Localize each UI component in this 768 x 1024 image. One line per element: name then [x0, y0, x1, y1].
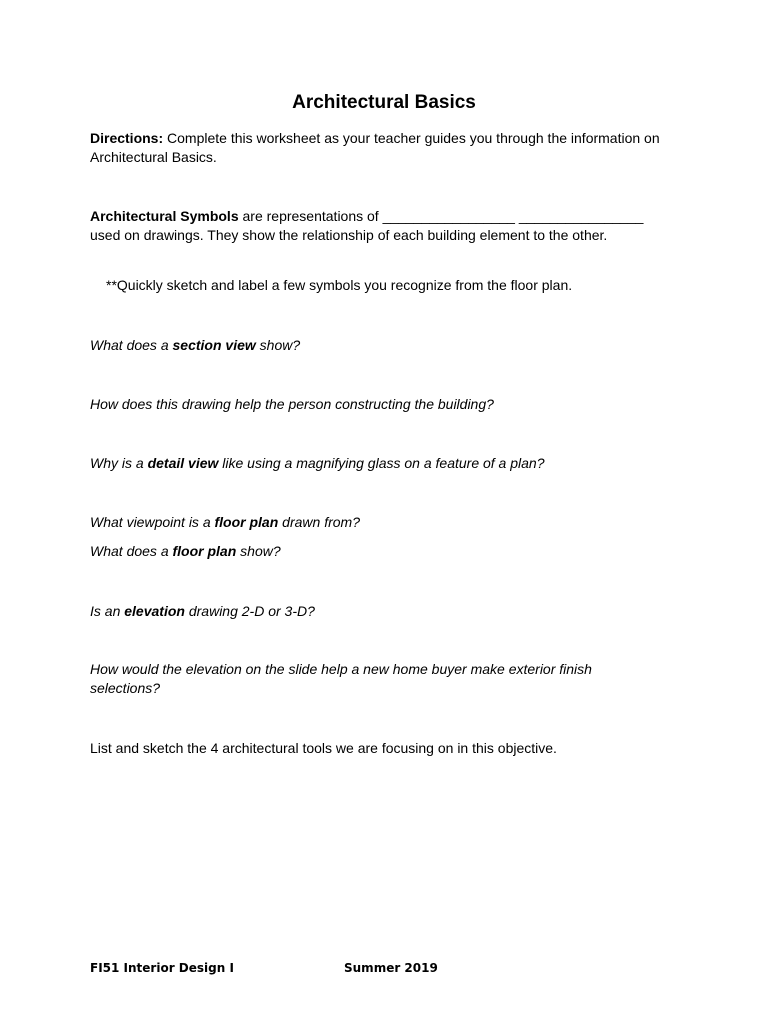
question-home-buyer: How would the elevation on the slide help a new home buyer make exterior finish selections? [90, 661, 592, 696]
directions-label: Directions: [90, 130, 164, 146]
question-text: show? [236, 543, 281, 559]
question-section-view [90, 336, 660, 355]
question-text: Is an [90, 603, 125, 619]
question-text: drawing 2-D or 3-D? [184, 603, 315, 619]
question-text: What does a [90, 337, 173, 353]
question-term: detail view [147, 455, 219, 471]
question-constructing: How does this drawing help the person constructing the building? [90, 396, 494, 412]
question-text: What viewpoint is a [90, 514, 215, 530]
instruction-tools: List and sketch the 4 architectural tools we are focusing on in this objective. [90, 740, 557, 756]
symbols-text: are representations of _________________ ________________ used on drawings. They show the relationship of each building element to the other. [90, 208, 644, 243]
question-floor-plan-viewpoint [90, 513, 660, 532]
question-text: drawn from? [278, 514, 360, 530]
question-text: Why is a [90, 455, 148, 471]
question-text: like using a magnifying glass on a feature of a plan? [218, 455, 545, 471]
question-text: What does a [90, 543, 173, 559]
directions-text: Complete this worksheet as your teacher guides you through the information on Architectural Basics. [90, 130, 660, 165]
footer-term: Summer 2019 [344, 961, 438, 975]
page-title: Architectural Basics [292, 92, 476, 113]
sketch-prompt: **Quickly sketch and label a few symbols you recognize from the floor plan. [106, 277, 573, 293]
question-term: floor plan [172, 543, 237, 559]
question-term: floor plan [214, 514, 279, 530]
footer-course: FI51 Interior Design I [90, 961, 234, 975]
symbols-term: Architectural Symbols [90, 208, 239, 224]
directions-paragraph [90, 129, 660, 167]
question-elevation [90, 602, 660, 621]
question-detail-view [90, 454, 660, 473]
question-term: elevation [124, 603, 185, 619]
symbols-paragraph [90, 207, 660, 245]
question-text: show? [255, 337, 301, 353]
question-floor-plan-show [90, 542, 660, 561]
question-term: section view [172, 337, 256, 353]
